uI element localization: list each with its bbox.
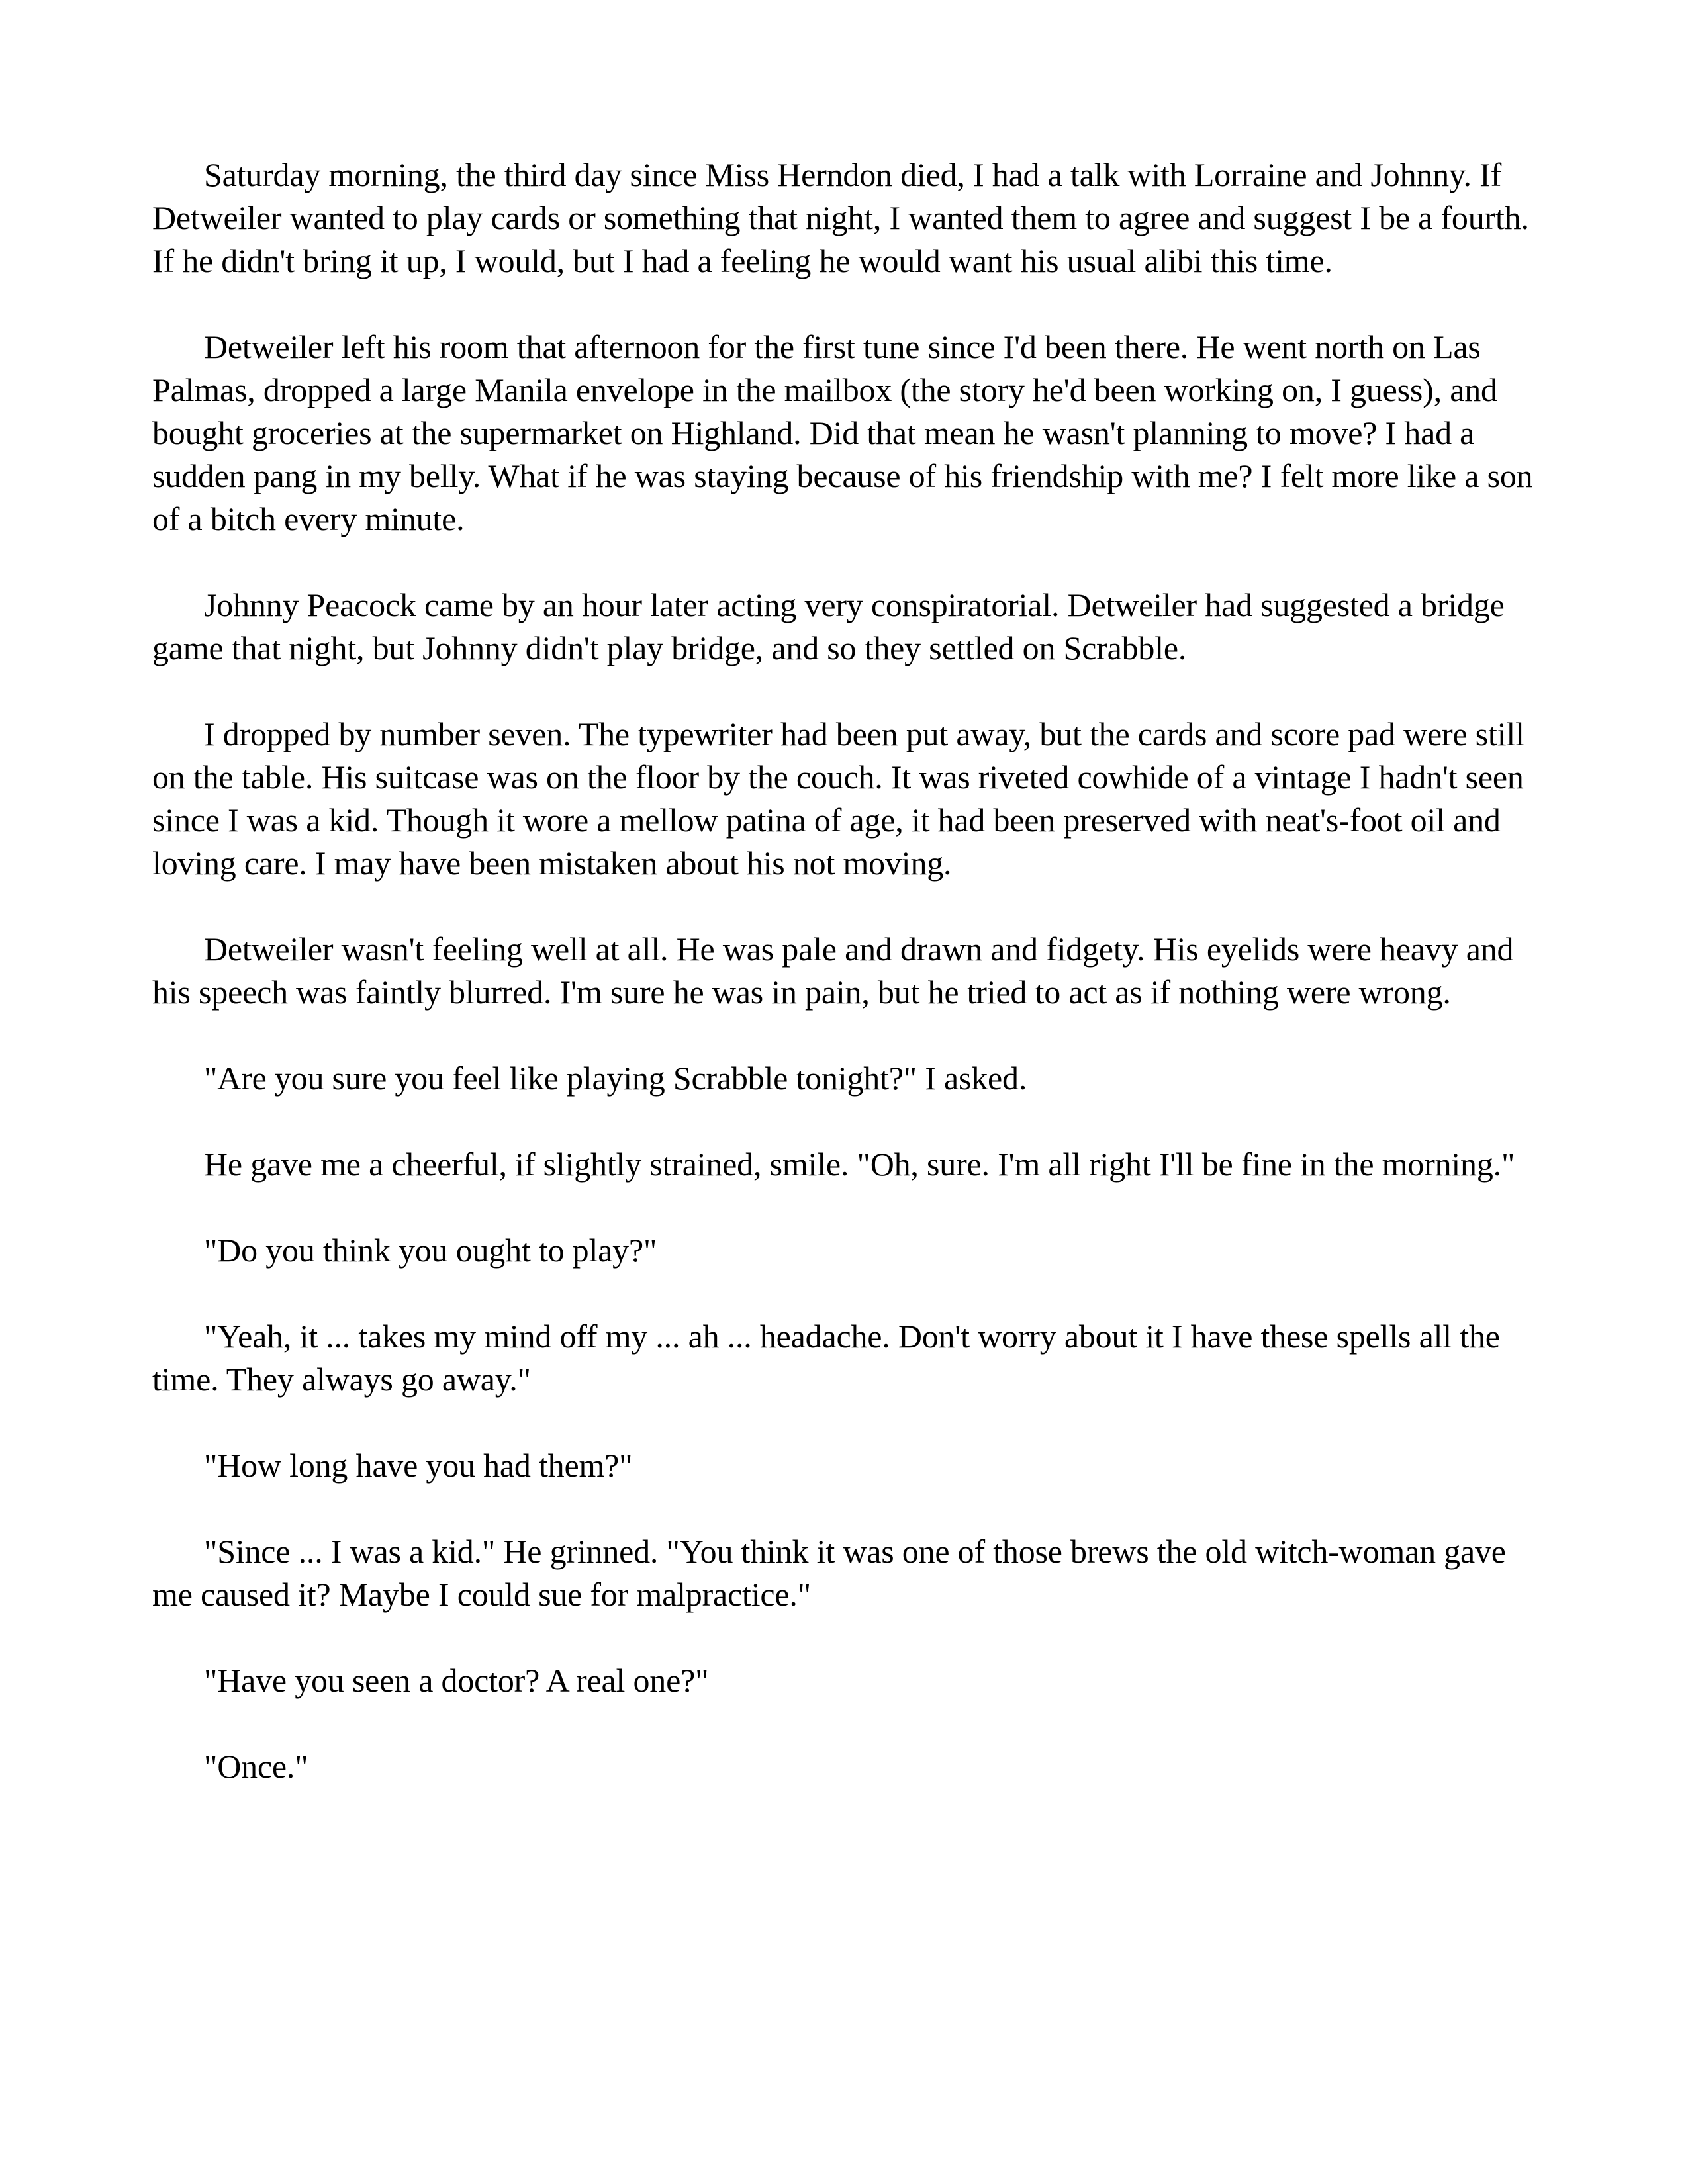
- paragraph-1: Saturday morning, the third day since Miss Herndon died, I had a talk with Lorraine and Johnny. If Detweiler wanted to play cards or something that night, I wanted them to agree and suggest I be a fourth. If he didn't bring it up, I would, but I had a feeling he would want his usual alibi this time.: [152, 156, 1529, 279]
- paragraph-11: "Since ... I was a kid." He grinned. "You think it was one of those brews the old witch-woman gave me caused it? Maybe I could sue for malpractice.": [152, 1533, 1506, 1613]
- paragraph-3: Johnny Peacock came by an hour later acting very conspiratorial. Detweiler had suggested a bridge game that night, but Johnny didn't play bridge, and so they settled on Scrabble.: [152, 586, 1505, 666]
- paragraph-2: Detweiler left his room that afternoon for the first tune since I'd been there. He went north on Las Palmas, dropped a large Manila envelope in the mailbox (the story he'd been working on, I guess), and bought groceries at the supermarket on Highland. Did that mean he wasn't planning to move? I had a sudden pang in my belly. What if he was staying because of his friendship with me? I felt more like a son of a bitch every minute.: [152, 328, 1533, 537]
- paragraph-10: "How long have you had them?": [204, 1447, 633, 1484]
- paragraph-6: "Are you sure you feel like playing Scrabble tonight?" I asked.: [204, 1060, 1027, 1097]
- paragraph-5: Detweiler wasn't feeling well at all. He was pale and drawn and fidgety. His eyelids were heavy and his speech was faintly blurred. I'm sure he was in pain, but he tried to act as if nothing were wrong.: [152, 931, 1514, 1011]
- paragraph-13: "Once.": [204, 1748, 308, 1785]
- paragraph-4: I dropped by number seven. The typewriter had been put away, but the cards and score pad were still on the table. His suitcase was on the floor by the couch. It was riveted cowhide of a vintage I hadn't seen since I was a kid. Though it wore a mellow patina of age, it had been preserved with neat's-foot oil and loving care. I may have been mistaken about his not moving.: [152, 715, 1524, 882]
- paragraph-9: "Yeah, it ... takes my mind off my ... ah ... headache. Don't worry about it I have these spells all the time. They always go away.": [152, 1318, 1500, 1398]
- paragraph-7: He gave me a cheerful, if slightly strained, smile. "Oh, sure. I'm all right I'll be fine in the morning.": [204, 1146, 1515, 1183]
- document-page: [152, 154, 1536, 1788]
- paragraph-12: "Have you seen a doctor? A real one?": [204, 1662, 709, 1699]
- paragraph-8: "Do you think you ought to play?": [204, 1232, 657, 1269]
